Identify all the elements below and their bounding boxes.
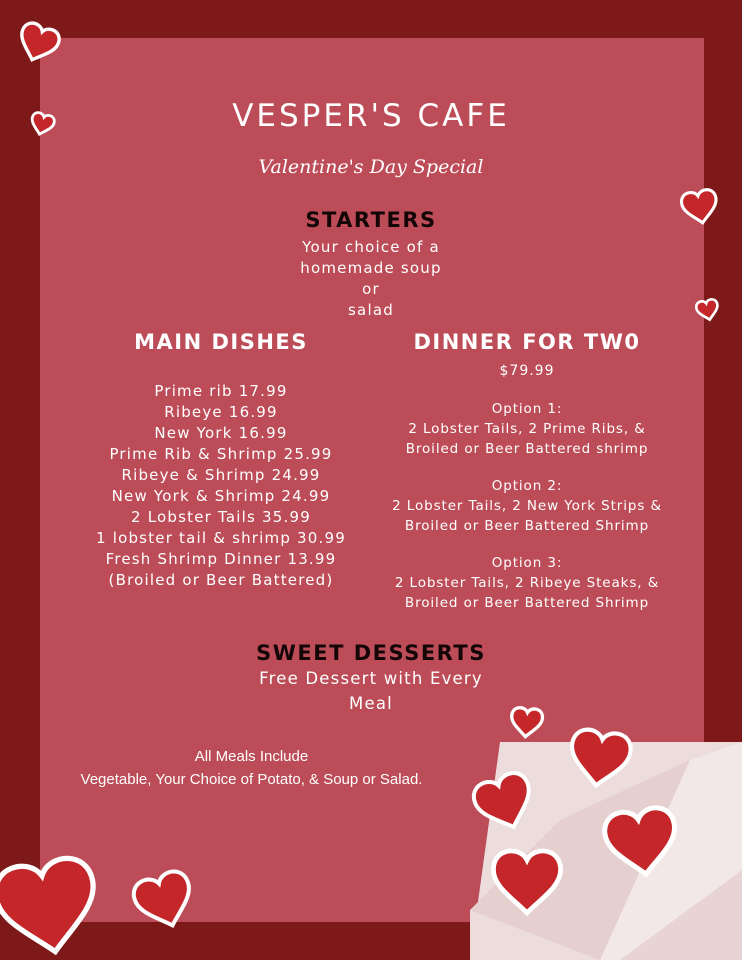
starters-line: salad: [348, 301, 394, 319]
main-dishes-list: [40, 381, 402, 591]
list-item: Prime Rib & Shrimp 25.99: [109, 445, 333, 463]
dinner-for-two-price: $79.99: [499, 363, 555, 379]
dinner-for-two-heading: DINNER FOR TW0: [413, 330, 641, 354]
list-item: New York & Shrimp 24.99: [111, 487, 331, 505]
option-line: 2 Lobster Tails, 2 New York Strips &: [392, 498, 662, 514]
starters-line: Your choice of a: [302, 238, 440, 256]
footer-note: [0, 745, 503, 791]
list-item: (Broiled or Beer Battered): [108, 571, 334, 589]
list-item: 2 Lobster Tails 35.99: [131, 508, 311, 526]
desserts-description: [0, 666, 742, 716]
option-label: Option 2:: [491, 478, 563, 494]
page-title: VESPER'S CAFE: [232, 98, 510, 134]
list-item: Prime rib 17.99: [154, 382, 288, 400]
starters-line: homemade soup: [300, 259, 442, 277]
list-item: New York 16.99: [154, 424, 288, 442]
footer-line: All Meals Include: [194, 748, 309, 765]
list-item: Ribeye 16.99: [164, 403, 278, 421]
option-line: 2 Lobster Tails, 2 Ribeye Steaks, &: [394, 575, 660, 591]
page-subtitle: Valentine's Day Special: [258, 156, 484, 178]
dinner-for-two-options: [372, 399, 682, 613]
option-label: Option 3:: [491, 555, 563, 571]
starters-line: or: [362, 280, 380, 298]
option-line: Broiled or Beer Battered Shrimp: [404, 595, 650, 611]
footer-line: Vegetable, Your Choice of Potato, & Soup or Salad.: [80, 771, 423, 788]
starters-description: [0, 237, 742, 321]
heart-icon: [0, 854, 104, 960]
main-dishes-heading: MAIN DISHES: [134, 330, 308, 354]
desserts-heading: SWEET DESSERTS: [256, 641, 486, 665]
desserts-line: Free Dessert with Every: [259, 669, 483, 688]
option-label: Option 1:: [491, 401, 563, 417]
option-line: 2 Lobster Tails, 2 Prime Ribs, &: [408, 421, 646, 437]
starters-heading: STARTERS: [305, 208, 437, 232]
desserts-line: Meal: [349, 694, 393, 713]
list-item: Fresh Shrimp Dinner 13.99: [105, 550, 337, 568]
option-line: Broiled or Beer Battered Shrimp: [404, 518, 650, 534]
list-item: Ribeye & Shrimp 24.99: [121, 466, 321, 484]
heart-icon: [14, 20, 62, 66]
list-item: 1 lobster tail & shrimp 30.99: [96, 529, 346, 547]
option-line: Broiled or Beer Battered shrimp: [405, 441, 649, 457]
heart-icon: [130, 868, 199, 934]
